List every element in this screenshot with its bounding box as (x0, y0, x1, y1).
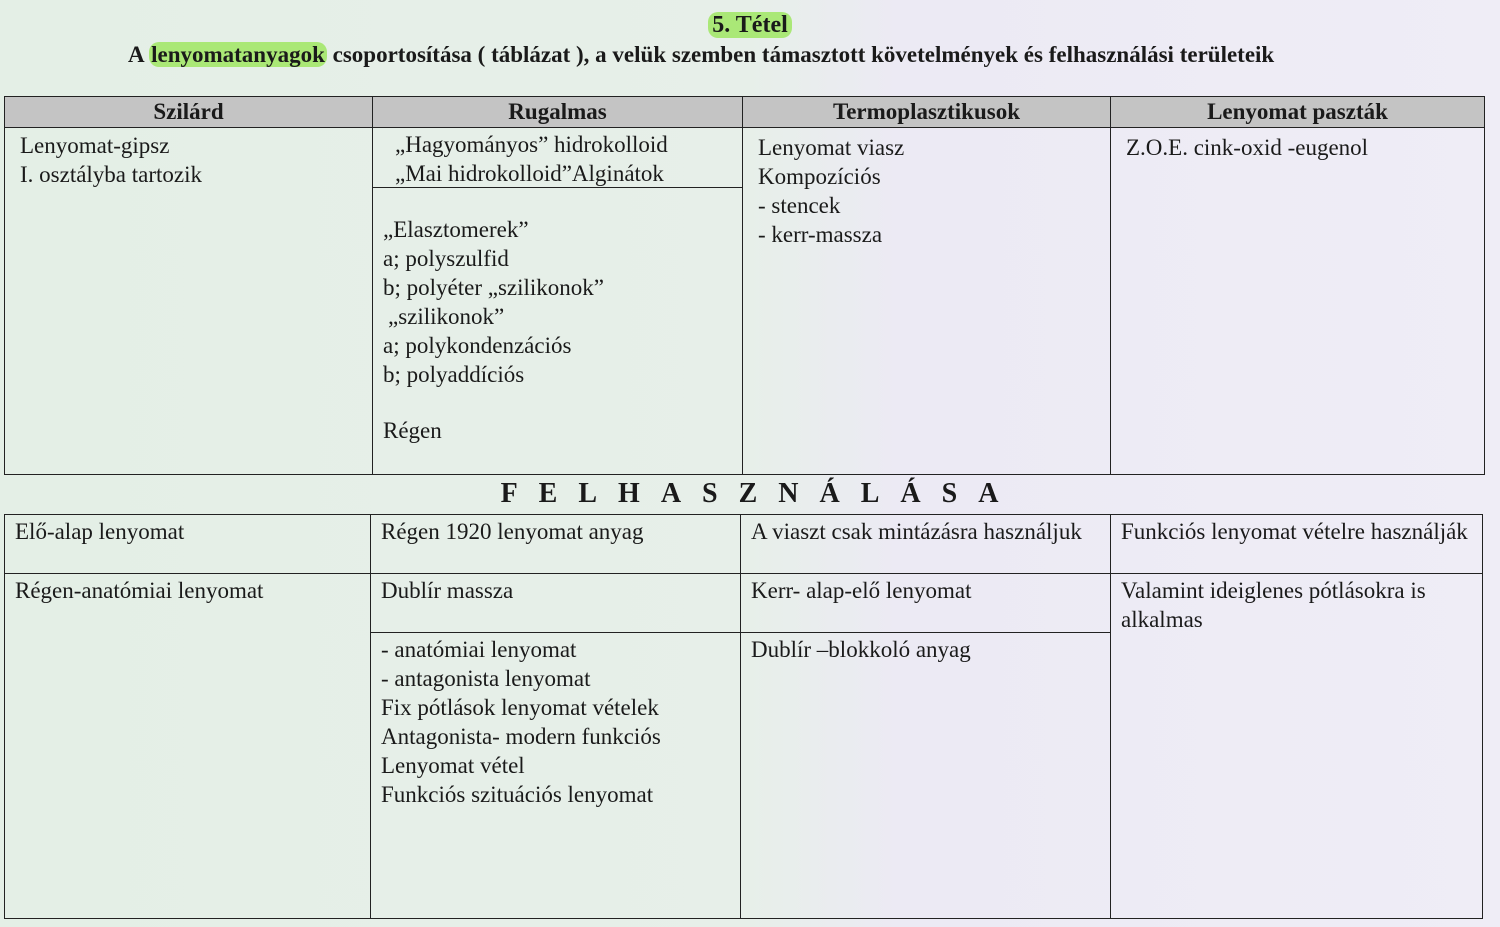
subtitle-prefix: A (128, 42, 150, 67)
subtitle-rest: csoportosítása ( táblázat ), a velük szemben támasztott követelmények és felhasználási területeik (326, 42, 1275, 67)
document-number-text: 5. Tétel (708, 12, 792, 38)
list-item: - antagonista lenyomat (381, 666, 591, 691)
cell-szilard (5, 128, 373, 475)
list-item: I. osztályba tartozik (20, 162, 203, 187)
cell-rugalmas (373, 128, 743, 475)
usage-cell: Régen 1920 lenyomat anyag (371, 515, 741, 574)
document-number (0, 12, 1500, 39)
usage-cell-list (371, 633, 741, 919)
list-item: Funkciós szituációs lenyomat (381, 782, 654, 807)
classification-body-row (5, 128, 1485, 475)
list-item: b; polyéter „szilikonok” (383, 275, 604, 300)
list-item: b; polyaddíciós (383, 362, 525, 387)
table-row (5, 574, 1483, 633)
header-rugalmas: Rugalmas (373, 97, 743, 128)
usage-cell: Dublír –blokkoló anyag (741, 633, 1111, 919)
list-item: Antagonista- modern funkciós (381, 724, 661, 749)
list-item: - anatómiai lenyomat (381, 637, 577, 662)
usage-cell: Dublír massza (371, 574, 741, 633)
list-item: Z.O.E. cink-oxid -eugenol (1126, 135, 1369, 160)
header-szilard: Szilárd (5, 97, 373, 128)
table-row (5, 515, 1483, 574)
list-item: „szilikonok” (388, 304, 505, 329)
usage-cell: Elő-alap lenyomat (5, 515, 371, 574)
cell-lenyomat-paszta (1111, 128, 1485, 475)
usage-cell: Funkciós lenyomat vételre használják (1111, 515, 1483, 574)
usage-cell: Kerr- alap-elő lenyomat (741, 574, 1111, 633)
list-item: Lenyomat-gipsz (20, 133, 170, 158)
list-item: „Elasztomerek” (383, 217, 529, 242)
list-item (383, 389, 732, 416)
list-item: a; polykondenzációs (383, 333, 572, 358)
classification-table (4, 96, 1485, 475)
list-item: Kompozíciós (758, 164, 881, 189)
list-item: - kerr-massza (758, 222, 883, 247)
list-item: Lenyomat viasz (758, 135, 905, 160)
list-item: a; polyszulfid (383, 246, 509, 271)
header-termoplasztikusok: Termoplasztikusok (743, 97, 1111, 128)
classification-header-row (5, 97, 1485, 128)
list-item: „Hagyományos” hidrokolloid (395, 132, 668, 157)
list-item: Fix pótlások lenyomat vételek (381, 695, 659, 720)
list-item: „Mai hidrokolloid”Alginátok (395, 161, 664, 186)
list-item: Lenyomat vétel (381, 753, 525, 778)
usage-section-title: FELHASZNÁLÁSA (500, 478, 1020, 509)
subtitle-highlight: lenyomatanyagok (151, 42, 325, 67)
list-item: Régen (383, 418, 442, 443)
cell-termoplasztikusok (743, 128, 1111, 475)
usage-table (4, 514, 1483, 919)
header-lenyomat-paszta: Lenyomat paszták (1111, 97, 1485, 128)
list-item: - stencek (758, 193, 841, 218)
usage-cell: Régen-anatómiai lenyomat (5, 574, 371, 919)
usage-cell: Valamint ideiglenes pótlásokra is alkalmas (1111, 574, 1483, 919)
usage-cell: A viaszt csak mintázásra használjuk (741, 515, 1111, 574)
document-subtitle (128, 42, 1428, 68)
